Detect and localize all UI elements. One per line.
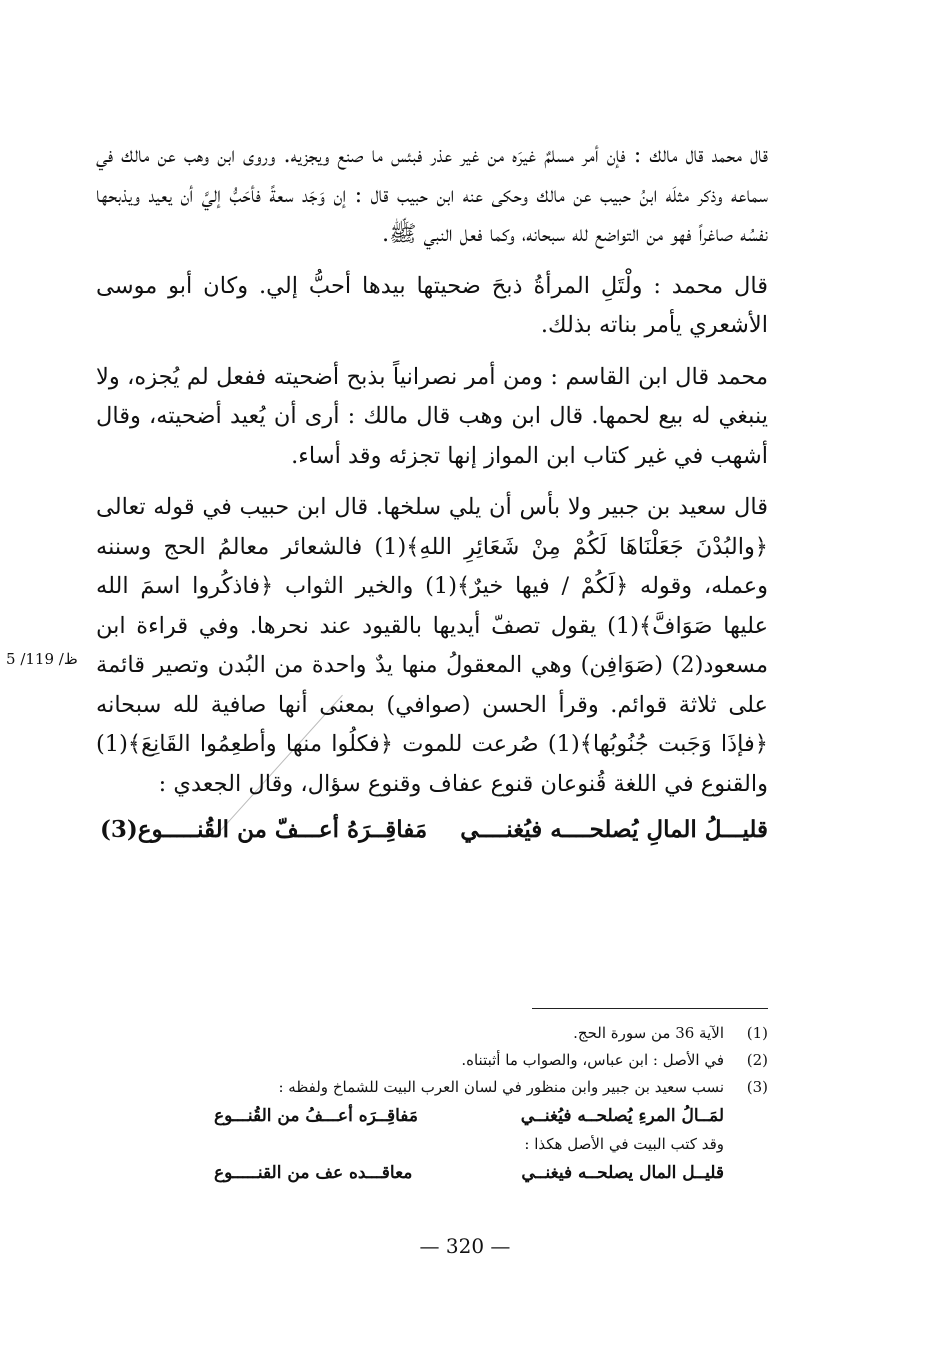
footnote-number: (1): [746, 1024, 768, 1042]
footnote-verse-second: مَفاقِــرَه أعـــفُ من القُنـــوع: [214, 1106, 418, 1126]
footnote-text: نسب سعيد بن جبير وابن منظور في لسان العرب البيت للشماخ ولفظه :: [278, 1078, 724, 1096]
footnote-number: (2): [746, 1051, 768, 1069]
poem-verse: [96, 816, 768, 843]
footnote-verse-2: [214, 1158, 724, 1188]
footnote-1: [170, 1020, 768, 1047]
paragraph-3: محمد قال ابن القاسم : ومن أمر نصرانياً بذبح أضحيته ففعل لم يُجزه، ولا ينبغي له بيع لحمها. قال ابن وهب قال مالك : أرى أن يُعيد أضحيته، وقال أشهب في غير كتاب ابن المواز إنها تجزئه وقد أساء.: [96, 363, 768, 469]
footnote-verse-second: معاقـــده عف من القنـــــوع: [214, 1163, 413, 1183]
footnote-text: في الأصل : ابن عباس، والصواب ما أثبتناه.: [461, 1051, 724, 1069]
paragraph-2: قال محمد : ولْتَلِ المرأةُ ذبحَ ضحيتها بيدها أحبُّ إلي. وكان أبو موسى الأشعري يأمر بناته بذلك.: [96, 272, 768, 338]
footnotes: [170, 1020, 768, 1188]
verse-first-hemistich: قليـــلُ المالِ يُصلحــــه فيُغنــــي: [460, 816, 768, 843]
paragraph-1: قال محمد قال مالك : فإن أمر مسلمٌ غيرَه من غير عذر فبئس ما صنع ويجزيه. وروى ابن وهب عن مالك في سماعه وذكر مثلَه ابنُ حبيب عن مالك وحكى عنه ابن حبيب قال : إن وَجَد سعةً فأحَبُّ إليَّ أن يعيد ويذبحها نفسُه صاغراً فهو من التواضع لله سبحانه، وكما فعل النبي ﷺ.: [96, 142, 768, 247]
footnote-verse-1: [214, 1101, 724, 1131]
footnote-3: [170, 1074, 768, 1101]
footnote-divider: [532, 1008, 768, 1009]
paragraph-4: قال سعيد بن جبير ولا بأس أن يلي سلخها. قال ابن حبيب في قوله تعالى ﴿والبُدْنَ جَعَلْنَاهَا لَكُمْ مِنْ شَعَائِرِ اللهِ﴾(1) فالشعائر معالمُ الحج وسننه وعمله، وقوله ﴿لَكُمْ / فيها خيرٌ﴾(1) والخير الثواب ﴿فاذكُروا اسمَ الله عليها صَوَافَّ﴾(1) يقول تصفّ أيديها بالقيود عند نحرها. وفي قراءة ابن مسعود(2) (صَوَافِن) وهي المعقولُ منها يدٌ واحدة من البُدن وتصير قائمة على ثلاثة قوائم. وقرأ الحسن (صوافي) بمعنى أنها صافية لله سبحانه ﴿فإذَا وَجَبت جُنُوبُها﴾(1) صُرعت للموت ﴿فكلُوا منها وأطعِمُوا القَانِعَ﴾(1) والقنوع في اللغة قُنوعان قنوع عفاف وقنوع سؤال، وقال الجعدي :: [96, 494, 768, 797]
verse-second-hemistich: مَفاقِــرَهُ أعـــفّ من القُنـــــوع(3): [100, 816, 428, 843]
page-number: — 320 —: [419, 1234, 511, 1258]
footnote-text: الآية 36 من سورة الحج.: [573, 1024, 724, 1042]
footnote-note: وقد كتب البيت في الأصل هكذا :: [524, 1135, 724, 1153]
footnote-2: [170, 1047, 768, 1074]
footnote-number: (3): [746, 1078, 768, 1096]
footnote-verse-first: لمَــالُ المرءِ يُصلحــه فيُغنــي: [520, 1106, 724, 1126]
manuscript-folio-note: ظ/ 119/ 5: [6, 650, 78, 668]
footnote-verse-first: قليــل المال يصلحــه فيغنــي: [521, 1163, 724, 1183]
